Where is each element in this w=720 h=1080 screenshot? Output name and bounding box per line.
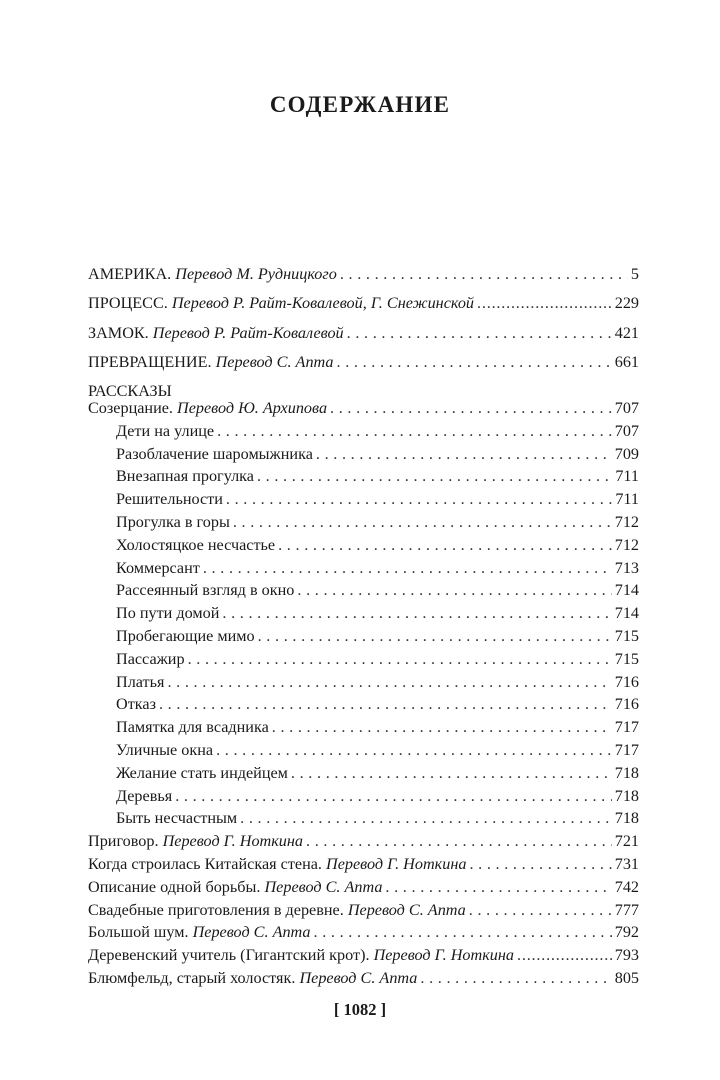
- toc-subentry: [88, 651, 639, 674]
- dot-leader: [203, 560, 612, 576]
- toc-subentry: [88, 423, 639, 446]
- entry-translator: Перевод С. Апта: [215, 352, 334, 371]
- entry-page: 793: [614, 946, 639, 965]
- entry-title: АМЕРИКА.: [88, 265, 172, 283]
- entry-page: 712: [614, 535, 639, 554]
- dot-leader: [167, 674, 611, 690]
- entry-title: Разоблачение шаромыжника: [116, 444, 313, 463]
- entry-page: 717: [614, 718, 639, 737]
- entry-translator: Перевод Р. Райт-Ковалевой: [152, 323, 344, 342]
- entry-title: Пассажир: [116, 649, 185, 668]
- dot-leader: [222, 605, 611, 621]
- dot-leader: [258, 628, 612, 644]
- entry-title: ПРЕВРАЩЕНИЕ.: [88, 352, 212, 371]
- toc-entry: [88, 902, 639, 925]
- entry-title: Платья: [116, 672, 165, 691]
- toc-subentry: [88, 765, 639, 788]
- entry-page: 805: [614, 968, 639, 987]
- dot-leader: [420, 970, 611, 986]
- entry-title: Деревенский учитель (Гигантский крот).: [88, 946, 370, 965]
- entry-translator: Перевод С. Апта: [299, 968, 418, 987]
- entry-title: Решительности: [116, 490, 223, 509]
- toc-subentry: [88, 491, 639, 514]
- dot-leader: [278, 537, 612, 553]
- entry-page: 421: [614, 323, 639, 342]
- entry-translator: Перевод С. Апта: [347, 900, 466, 919]
- toc-subentry: [88, 468, 639, 491]
- entry-title: Пробегающие мимо: [116, 626, 255, 645]
- entry-title: Прогулка в горы: [116, 512, 230, 531]
- toc-entry: [88, 879, 639, 902]
- entry-page: 714: [614, 604, 639, 623]
- entry-title: Отказ: [116, 695, 156, 714]
- entry-translator: Перевод Г. Ноткина: [162, 832, 304, 851]
- toc-entry: [88, 924, 639, 947]
- entry-page: 715: [614, 626, 639, 645]
- entry-title: Блюмфельд, старый холостяк.: [88, 968, 296, 987]
- dot-leader: [188, 651, 612, 667]
- entry-page: 229: [614, 294, 639, 313]
- entry-page: 792: [614, 923, 639, 942]
- toc-subentry: [88, 560, 639, 583]
- entry-page: 5: [630, 265, 639, 283]
- entry-page: 718: [614, 786, 639, 805]
- toc-entry: [88, 947, 639, 970]
- toc-subentry: [88, 537, 639, 560]
- entry-page: 715: [614, 649, 639, 668]
- entry-title: Свадебные приготовления в деревне.: [88, 900, 344, 919]
- entry-page: 707: [614, 421, 639, 440]
- entry-page: 711: [615, 490, 639, 509]
- toc-subentry: [88, 696, 639, 719]
- dot-leader: [337, 354, 612, 370]
- toc-entry: [88, 856, 639, 879]
- toc-stories-list: [88, 400, 639, 993]
- entry-page: 742: [614, 877, 639, 896]
- toc-subentry: [88, 514, 639, 537]
- entry-page: 718: [614, 763, 639, 782]
- dot-leader: [469, 902, 612, 918]
- toc-subentry: [88, 742, 639, 765]
- dot-leader: [175, 788, 612, 804]
- entry-title: ПРОЦЕСС.: [88, 294, 168, 313]
- entry-page: 709: [614, 444, 639, 463]
- toc-subentry: [88, 446, 639, 469]
- entry-title: Внезапная прогулка: [116, 467, 254, 486]
- entry-translator: Перевод Р. Райт-Ковалевой, Г. Снежинской: [171, 294, 475, 313]
- toc-subentry: [88, 810, 639, 833]
- dot-leader: [469, 856, 611, 872]
- toc-subentry: [88, 628, 639, 651]
- toc-entry: [88, 970, 639, 993]
- entry-title: Когда строилась Китайская стена.: [88, 854, 322, 873]
- entry-page: 716: [614, 672, 639, 691]
- dot-leader: [385, 879, 611, 895]
- page-title: СОДЕРЖАНИЕ: [269, 92, 451, 117]
- entry-translator: Перевод Г. Ноткина: [326, 854, 467, 873]
- dot-leader: [340, 266, 628, 282]
- dot-leader: [272, 719, 612, 735]
- dot-leader: [240, 810, 612, 826]
- entry-title: Приговор.: [88, 832, 159, 851]
- toc-entry: [88, 295, 639, 324]
- entry-title: Коммерсант: [116, 558, 200, 577]
- dot-leader: [291, 765, 612, 781]
- entry-title: Созерцание.: [88, 399, 173, 417]
- toc-entry: [88, 266, 639, 295]
- toc-subentry: [88, 674, 639, 697]
- dot-leader: [226, 491, 612, 507]
- entry-page: 714: [614, 581, 639, 600]
- entry-title: Большой шум.: [88, 923, 189, 942]
- dot-leader: [347, 325, 612, 341]
- entry-page: 717: [614, 740, 639, 759]
- entry-page: 712: [614, 512, 639, 531]
- toc-subentry: [88, 788, 639, 811]
- toc-subentry: [88, 582, 639, 605]
- entry-page: 661: [614, 352, 639, 371]
- section-header-label: РАССКАЗЫ: [88, 382, 172, 401]
- toc-subentry: [88, 719, 639, 742]
- entry-title: Рассеянный взгляд в окно: [116, 581, 295, 600]
- entry-translator: Перевод М. Рудницкого: [175, 265, 337, 283]
- toc-entry: [88, 400, 639, 423]
- entry-title: Уличные окна: [116, 740, 214, 759]
- dot-leader: [517, 947, 612, 963]
- dot-leader: [233, 514, 612, 530]
- toc-entry: [88, 325, 639, 354]
- entry-page: 713: [614, 558, 639, 577]
- entry-page: 707: [614, 399, 639, 417]
- entry-title: Деревья: [116, 786, 173, 805]
- entry-title: ЗАМОК.: [88, 323, 149, 342]
- entry-title: Холостяцкое несчастье: [116, 535, 276, 554]
- entry-page: 716: [614, 695, 639, 714]
- entry-page: 711: [615, 467, 639, 486]
- toc-subentry: [88, 605, 639, 628]
- dot-leader: [159, 696, 612, 712]
- dot-leader: [216, 742, 612, 758]
- entry-translator: Перевод Ю. Архипова: [177, 399, 328, 417]
- dot-leader: [314, 924, 612, 940]
- entry-title: Желание стать индейцем: [116, 763, 288, 782]
- dot-leader: [316, 446, 612, 462]
- entry-page: 777: [614, 900, 639, 919]
- entry-page: 718: [614, 809, 639, 828]
- entry-title: Дети на улице: [116, 421, 215, 440]
- toc-entry: [88, 354, 639, 383]
- toc-entry: [88, 833, 639, 856]
- toc-major-list: [88, 266, 639, 405]
- dot-leader: [477, 295, 612, 311]
- entry-translator: Перевод С. Апта: [264, 877, 383, 896]
- dot-leader: [217, 423, 612, 439]
- entry-title: По пути домой: [116, 604, 220, 623]
- dot-leader: [257, 468, 612, 484]
- page-number: [ 1082 ]: [333, 1000, 387, 1019]
- entry-title: Быть несчастным: [116, 809, 238, 828]
- entry-page: 731: [614, 854, 639, 873]
- dot-leader: [330, 400, 612, 416]
- dot-leader: [297, 582, 611, 598]
- dot-leader: [306, 833, 612, 849]
- entry-title: Описание одной борьбы.: [88, 877, 261, 896]
- entry-translator: Перевод Г. Ноткина: [373, 946, 514, 965]
- entry-translator: Перевод С. Апта: [192, 923, 311, 942]
- entry-title: Памятка для всадника: [116, 718, 269, 737]
- entry-page: 721: [614, 832, 639, 851]
